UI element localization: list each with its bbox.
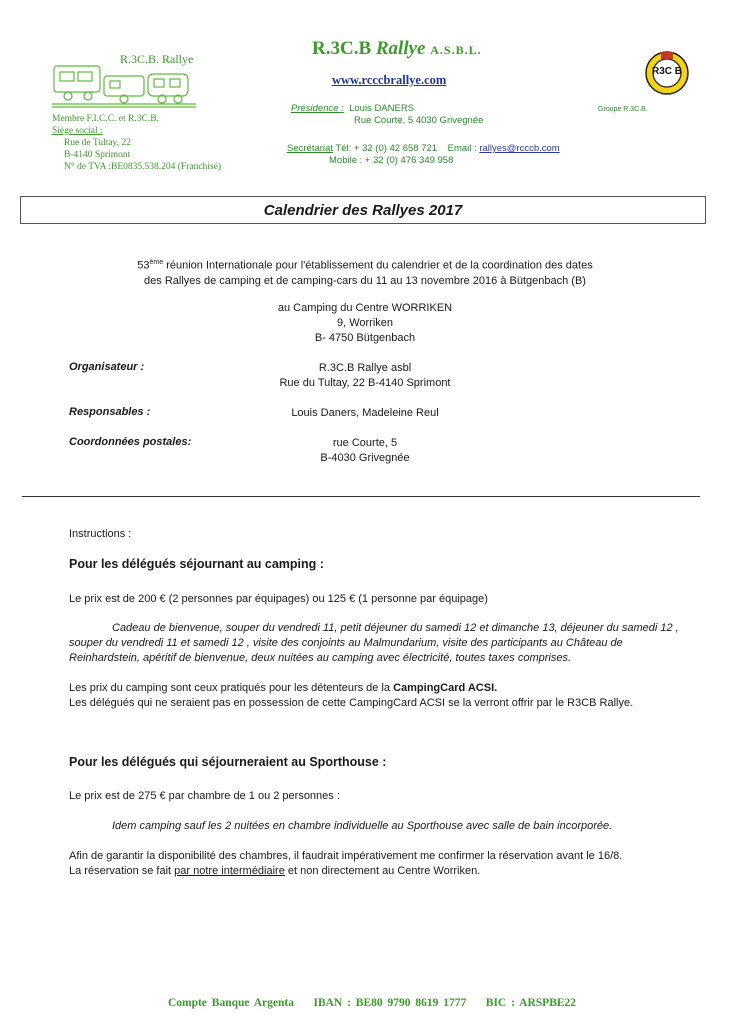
left-info-block xyxy=(52,113,221,173)
presidence-name: Louis DANERS xyxy=(349,103,415,114)
iban: IBAN : BE80 9790 8619 1777 xyxy=(313,997,467,1009)
organisateur-label: Organisateur : xyxy=(69,361,145,373)
venue-address: au Camping du Centre WORRIKEN 9, Worriken B- 4750 Bütgenbach xyxy=(277,302,453,344)
website-link[interactable]: www.rcccbrallye.com xyxy=(332,73,447,87)
secretariat-label: Secrétariat xyxy=(287,143,333,154)
badge-text: R3C B xyxy=(651,66,682,77)
instructions-label: Instructions : xyxy=(69,528,132,540)
mobile-number: Mobile : + 32 (0) 476 349 958 xyxy=(329,155,454,166)
tva-number: N° de TVA :BE0835.538.204 (Franchisé) xyxy=(64,162,222,172)
coordonnees-value: rue Courte, 5 B-4030 Grivegnée xyxy=(320,437,410,464)
presidence-address: Rue Courte, 5 4030 Grivegnée xyxy=(354,115,484,126)
email-label: Email : xyxy=(447,143,477,154)
sporthouse-price: Le prix est de 275 € par chambre de 1 ou 2 personnes : xyxy=(69,790,340,802)
bank-name: Compte Banque Argenta xyxy=(167,997,294,1009)
acsi-note: Les prix du camping sont ceux pratiqués pour les détenteurs de la CampingCard ACSI. Les délégués qui ne seraient pas en possession de cette CampingCard ACSI se la verront offrir par le R3CB Rallye. xyxy=(69,682,634,709)
responsables-label: Responsables : xyxy=(69,406,151,418)
bic: BIC : ARSPBE22 xyxy=(485,997,577,1009)
org-name: R.3C.B Rallye A.S.B.L. xyxy=(312,38,482,59)
club-logo xyxy=(50,52,200,110)
sporthouse-heading: Pour les délégués qui séjourneraient au Sporthouse : xyxy=(69,755,387,769)
reservation-note: Afin de garantir la disponibilité des chambres, il faudrait impérativement me confirmer la réservation avant le 16/8. La réservation se fait par notre intermédiaire et non directement au Centre Worriken. xyxy=(69,850,623,877)
presidence-label: Présidence : xyxy=(291,103,344,114)
divider xyxy=(22,496,700,497)
group-badge xyxy=(644,50,690,96)
group-label: Groupe R.3C.B. xyxy=(598,106,648,113)
siege-city: B-4140 Sprimont xyxy=(64,150,131,160)
coordonnees-label: Coordonnées postales: xyxy=(69,436,192,448)
responsables-value: Louis Daners, Madeleine Reul xyxy=(291,407,439,419)
secretariat-tel: Tél: + 32 (0) 42 658 721 xyxy=(335,143,438,154)
secretariat-block xyxy=(287,143,560,167)
bank-footer xyxy=(0,997,744,1009)
siege-street: Rue de Tultay, 22 xyxy=(64,138,131,148)
camping-details: Cadeau de bienvenue, souper du vendredi 11, petit déjeuner du samedi 12 et dimanche 13, déjeuner du samedi 12 , souper du vendredi 11 et samedi 12 , visite des conjoints au Malmundarium, visite des participants au Château de Reinhardstein, apéritif de bienvenue, deux nuitées au camping avec électricité, toutes taxes comprises. xyxy=(69,622,679,664)
email-link[interactable]: rallyes@rcccb.com xyxy=(479,143,560,154)
siege-label: Siège social : xyxy=(52,126,103,136)
logo-text: R.3C.B. Rallye xyxy=(120,52,194,66)
organisateur-value: R.3C.B Rallye asbl Rue du Tultay, 22 B-4140 Sprimont xyxy=(279,362,451,389)
intro-paragraph: 53ème réunion Internationale pour l'établissement du calendrier et de la coordination des dates des Rallyes de camping et de camping-cars du 11 au 13 novembre 2016 à Bütgenbach (B) xyxy=(137,259,593,287)
sporthouse-details: Idem camping sauf les 2 nuitées en chambre individuelle au Sporthouse avec salle de bain incorporée. xyxy=(112,820,613,832)
page-title: Calendrier des Rallyes 2017 xyxy=(20,196,706,224)
camping-heading: Pour les délégués séjournant au camping : xyxy=(69,557,324,571)
member-line: Membre F.I.C.C. et R.3C.B. xyxy=(52,114,159,124)
camping-price: Le prix est de 200 € (2 personnes par équipages) ou 125 € (1 personne par équipage) xyxy=(69,593,488,605)
presidence-block xyxy=(291,103,483,127)
